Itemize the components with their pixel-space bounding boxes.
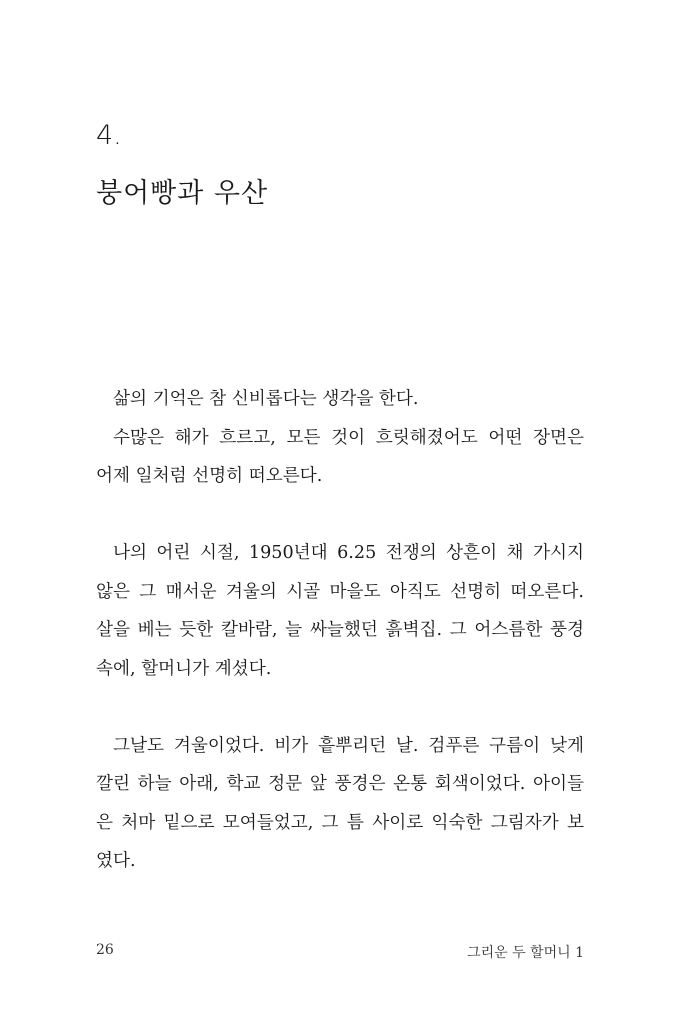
paragraph-line: 않은 그 매서운 겨울의 시골 마을도 아직도 선명히 떠오른다. <box>96 581 584 602</box>
paragraph-1 <box>96 380 584 496</box>
page-number: 26 <box>96 942 114 958</box>
paragraph-line: 은 처마 밑으로 모여들었고, 그 틈 사이로 익숙한 그림자가 보 <box>96 812 584 833</box>
paragraph-3 <box>96 727 584 881</box>
paragraph-2 <box>96 534 584 688</box>
chapter-title: 붕어빵과 우산 <box>96 178 269 209</box>
paragraph-line: 깔린 하늘 아래, 학교 정문 앞 풍경은 온통 회색이었다. 아이들 <box>96 774 584 794</box>
paragraph-line: 살을 베는 듯한 칼바람, 늘 싸늘했던 흙벽집. 그 어스름한 풍경 <box>96 620 584 640</box>
paragraph-line: 수많은 해가 흐르고, 모든 것이 흐릿해졌어도 어떤 장면은 <box>113 427 584 448</box>
paragraph-line: 어제 일처럼 선명히 떠오른다. <box>96 466 323 486</box>
paragraph-line: 삶의 기억은 참 신비롭다는 생각을 한다. <box>113 389 419 409</box>
paragraph-line: 나의 어린 시절, 1950년대 6.25 전쟁의 상흔이 채 가시지 <box>113 543 584 563</box>
paragraph-line: 속에, 할머니가 계셨다. <box>96 658 272 679</box>
paragraph-line: 였다. <box>96 851 136 871</box>
book-title: 그리운 두 할머니 1 <box>467 945 584 961</box>
body-text <box>96 380 584 919</box>
chapter-number: 4. <box>96 120 122 151</box>
paragraph-line: 그날도 겨울이었다. 비가 흩뿌리던 날. 검푸른 구름이 낮게 <box>113 735 584 756</box>
